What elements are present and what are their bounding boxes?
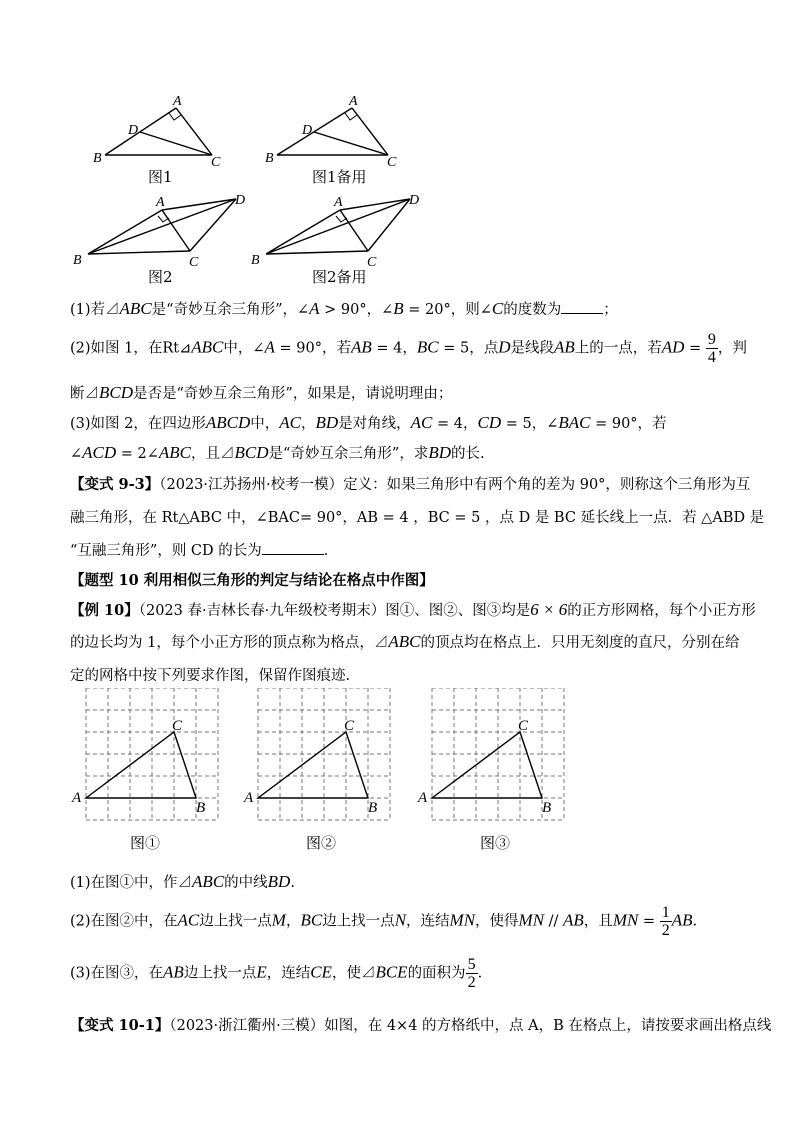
text: = 4， [432, 416, 478, 432]
text: = 90°，若 [274, 340, 352, 357]
text: . [692, 913, 698, 930]
variant-9-3-line2 [70, 506, 764, 527]
math: AC [410, 413, 433, 432]
text: 的顶点均在格点上．只用无刻度的直尺，分别在给 [420, 635, 740, 651]
question-3 [70, 412, 667, 433]
label-a: A [418, 790, 428, 806]
variant-9-3 [70, 473, 750, 494]
text: 中，∠ [223, 340, 265, 357]
math: 6 × 6 [530, 600, 568, 619]
text: = 20°，则∠ [403, 302, 492, 318]
math: D [498, 337, 511, 357]
math: BCD [99, 383, 133, 402]
math: A [309, 299, 320, 318]
figure-2 [70, 188, 260, 270]
math: MN [518, 910, 545, 930]
text: ， [301, 416, 316, 432]
text: > 90°，∠ [319, 302, 394, 318]
text: (3)在图③，在 [70, 965, 164, 982]
text: 的正方形网格，每个小正方形 [567, 603, 756, 619]
math: AB [563, 910, 584, 930]
label-a: A [349, 94, 358, 109]
text: = 2∠ [116, 446, 159, 462]
text: 是线段 [510, 340, 554, 357]
text: ，且⊿ [191, 446, 235, 462]
variant-tag: 【变式 9-3】 [70, 476, 160, 493]
text: // [544, 913, 564, 930]
label-c: C [387, 155, 397, 170]
fig2-spare-caption: 图2备用 [312, 268, 367, 286]
math: AC [279, 413, 301, 432]
text: (1)在图①中，作⊿ [70, 875, 193, 891]
grid-caption-3: 图③ [480, 834, 511, 852]
label-a: A [244, 790, 254, 806]
math: ABC [191, 337, 224, 357]
grid-figure-1 [68, 688, 238, 828]
fig2-caption: 图2 [148, 268, 173, 286]
question-2 [70, 331, 747, 366]
math: N [394, 910, 407, 930]
text: (2)在图②中，在 [70, 913, 178, 930]
text: ，且 [583, 913, 613, 930]
text: 边上找一点 [199, 913, 272, 930]
text: = [684, 340, 706, 357]
fig1-spare-caption: 图1备用 [312, 168, 367, 186]
math: B [393, 299, 404, 318]
text: 的中线 [224, 875, 268, 891]
text: 边上找一点 [322, 913, 395, 930]
text: (3)如图 2，在四边形 [70, 416, 206, 432]
text: 的面积为 [407, 965, 466, 982]
label-a: A [72, 790, 82, 806]
math: BD [315, 413, 339, 432]
grid-caption-1: 图① [130, 834, 161, 852]
math: CD [477, 413, 502, 432]
text: . [290, 875, 295, 891]
text: ，连结 [406, 913, 450, 930]
text: 的边长均为 1，每个小正方形的顶点称为格点，⊿ [70, 635, 389, 651]
text: 断⊿ [70, 386, 99, 402]
text: . [323, 543, 329, 559]
example-10-line2 [70, 631, 739, 652]
text: 是对角线， [338, 416, 411, 432]
figure-1-spare [262, 92, 412, 172]
label-b: B [251, 253, 260, 268]
math: C [491, 299, 504, 318]
text: (1)若⊿ [70, 302, 120, 318]
label-c: C [172, 718, 183, 734]
figure-1 [90, 92, 240, 172]
text: ，使得 [475, 913, 519, 930]
text: “互融三角形”，则 CD 的长为 [70, 543, 262, 559]
label-a: A [156, 195, 165, 210]
text: 上的一点，若 [574, 340, 662, 357]
text: 中， [250, 416, 280, 432]
label-d: D [128, 123, 139, 138]
label-d: D [302, 123, 313, 138]
text: ， [285, 913, 301, 930]
math: AB [351, 337, 372, 357]
math: ABCD [205, 413, 251, 432]
text: = [638, 913, 660, 930]
text: （2023·江苏扬州·校考一模）定义：如果三角形中有两个角的差为 90°，则称这个三角形为互 [159, 477, 751, 493]
math: E [256, 962, 267, 982]
label-a: A [334, 195, 343, 210]
text: ，使⊿ [331, 965, 376, 982]
math: ABC [388, 632, 421, 651]
grid-figure-2 [240, 688, 410, 828]
label-d: D [235, 193, 246, 208]
text: （2023 春·吉林长春·九年级校考期末）图①、图②、图③均是 [138, 603, 531, 619]
answer-blank [561, 301, 603, 314]
text: . [477, 965, 483, 982]
fig1-caption: 图1 [148, 168, 173, 186]
label-d: D [409, 193, 420, 208]
label-b: B [542, 800, 552, 816]
text: (2)如图 1，在Rt⊿ [70, 340, 192, 357]
text: = 90°，若 [590, 416, 667, 432]
text: 的长. [451, 446, 485, 462]
math: BCD [234, 443, 269, 462]
label-b: B [93, 151, 102, 166]
text: 是“奇妙互余三角形”，求 [268, 446, 429, 462]
math: MN [449, 910, 476, 930]
text: = 5，点 [438, 340, 499, 357]
text: 的度数为 [503, 302, 562, 318]
math: AD [661, 337, 685, 357]
text: ； [603, 302, 618, 318]
text: 定的网格中按下列要求作图，保留作图痕迹. [70, 668, 351, 684]
example-question-3 [70, 956, 482, 991]
variant-10-1 [70, 1014, 771, 1035]
question-1 [70, 298, 618, 319]
label-a: A [173, 94, 182, 109]
fraction: $\frac{1}{2}$ [661, 904, 670, 939]
math: ABC [192, 872, 225, 891]
math: A [264, 337, 275, 357]
variant-9-3-line3 [70, 539, 328, 560]
math: MN [612, 910, 639, 930]
label-b: B [73, 253, 82, 268]
example-question-1 [70, 871, 295, 892]
math: AB [163, 962, 184, 982]
math: M [271, 910, 286, 930]
text: 是否是“奇妙互余三角形”，如果是，请说明理由； [133, 386, 453, 402]
label-b: B [265, 151, 274, 166]
text: = 4， [371, 340, 417, 357]
question-2-line2 [70, 382, 452, 403]
math: BC [416, 337, 439, 357]
grid-figure-3 [414, 688, 584, 828]
fraction: $\frac{9}{4}$ [707, 331, 716, 366]
text: ∠ [70, 446, 83, 462]
answer-blank [262, 542, 324, 555]
math: ABC [158, 443, 192, 462]
fraction: $\frac{5}{2}$ [467, 956, 476, 991]
example-10-line3 [70, 664, 350, 685]
label-c: C [518, 718, 529, 734]
text: = 5，∠ [501, 416, 559, 432]
example-question-2 [70, 904, 697, 939]
variant-tag: 【变式 10-1】 [70, 1017, 170, 1034]
label-c: C [211, 155, 221, 170]
text: ，判 [717, 340, 747, 357]
math: AB [671, 910, 693, 930]
math: ABC [119, 299, 152, 318]
label-c: C [367, 255, 377, 270]
text: 边上找一点 [183, 965, 257, 982]
example-10 [70, 599, 756, 620]
math: BD [267, 872, 291, 891]
math: BCE [375, 962, 408, 982]
grid-caption-2: 图② [306, 834, 337, 852]
topic-10-heading: 【题型 10 利用相似三角形的判定与结论在格点中作图】 [70, 572, 434, 589]
text: （2023·浙江衢州·三模）如图，在 4×4 的方格纸中，点 A，B 在格点上，请按要求画出格点线 [169, 1018, 772, 1034]
math: AB [554, 337, 575, 357]
figure-2-spare [248, 188, 438, 270]
math: CE [310, 962, 332, 982]
math: BC [300, 910, 323, 930]
math: BD [428, 443, 452, 462]
example-tag: 【例 10】 [70, 602, 139, 619]
question-3-line2 [70, 442, 485, 463]
text: ，连结 [266, 965, 311, 982]
label-b: B [196, 800, 206, 816]
text: 融三角形，在 Rt△ABC 中，∠BAC= 90°，AB = 4 ，BC = 5 ，点 D 是 BC 延长线上一点．若 △ABD 是 [70, 510, 765, 526]
math: ACD [82, 443, 117, 462]
label-c: C [189, 255, 199, 270]
label-b: B [368, 800, 378, 816]
math: AC [177, 910, 200, 930]
math: BAC [558, 413, 591, 432]
label-c: C [344, 718, 355, 734]
text: 是“奇妙互余三角形”，∠ [151, 302, 310, 318]
